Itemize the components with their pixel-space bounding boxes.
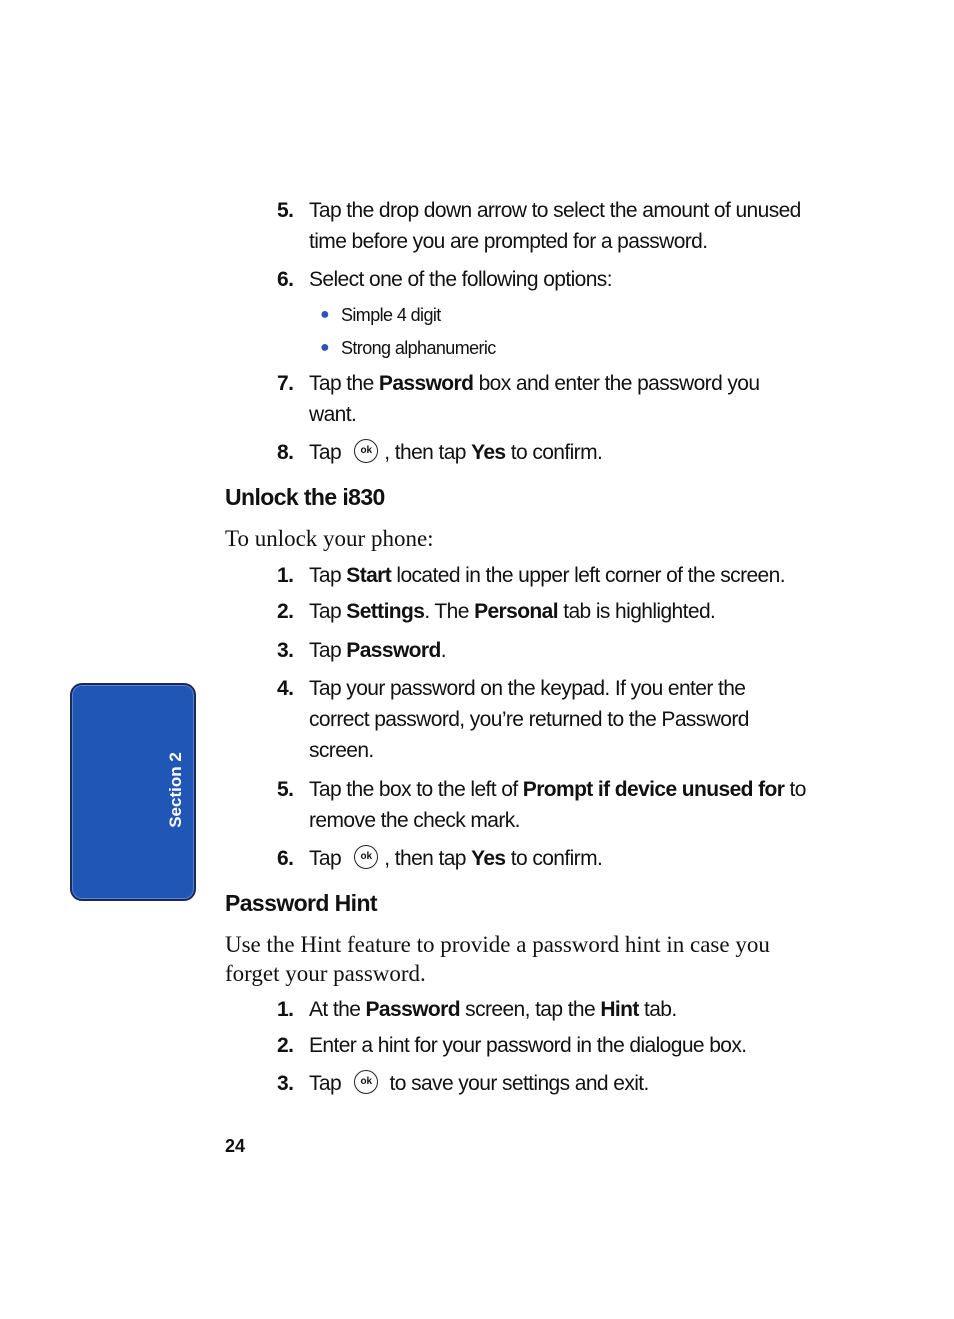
bold-term: Password xyxy=(346,639,441,662)
step-text: Tap the drop down arrow to select the amount of unused time before you are prompted for a password. xyxy=(309,199,801,253)
step-text: At the Password screen, tap the Hint tab. xyxy=(309,998,677,1021)
page-number: 24 xyxy=(225,1136,246,1156)
section-heading-hint: Password Hint xyxy=(225,890,377,916)
step-text: Tap ok , then tap Yes to confirm. xyxy=(309,441,603,464)
step-number: 7. xyxy=(277,372,294,395)
step-number: 4. xyxy=(277,677,294,700)
step-number: 1. xyxy=(277,564,294,587)
bullet-text: Simple 4 digit xyxy=(341,305,441,325)
bold-term: Personal xyxy=(474,600,558,623)
step-text: Enter a hint for your password in the dialogue box. xyxy=(309,1034,747,1057)
section-tab-label: Section 2 xyxy=(166,752,185,828)
bullet-dot-icon: ● xyxy=(320,339,330,356)
step-number: 2. xyxy=(277,1034,294,1057)
step-text: Tap the Password box and enter the password you want. xyxy=(309,372,760,426)
section-intro-unlock: To unlock your phone: xyxy=(225,526,434,551)
bold-term: Password xyxy=(378,372,474,395)
step-text: Select one of the following options: xyxy=(309,268,612,291)
step-number: 1. xyxy=(277,998,294,1021)
step-number: 6. xyxy=(277,847,294,870)
bullet-dot-icon: ● xyxy=(320,306,330,323)
step-text: Tap Password. xyxy=(309,639,446,662)
bold-term: Password xyxy=(365,998,460,1021)
section-intro-hint: Use the Hint feature to provide a password hint in case you forget your password. xyxy=(225,932,770,986)
bold-term: Prompt if device unused for xyxy=(522,778,785,801)
step-text: Tap ok , then tap Yes to confirm. xyxy=(309,847,603,870)
bullet-text: Strong alphanumeric xyxy=(341,338,496,358)
ok-key-icon: ok xyxy=(354,1070,378,1094)
step-text: Tap the box to the left of Prompt if device unused for to remove the check mark. xyxy=(309,778,806,832)
bold-term: Hint xyxy=(600,998,639,1021)
ok-key-icon: ok xyxy=(354,439,378,463)
bold-term: Settings xyxy=(346,600,425,623)
step-text: Tap Start located in the upper left corner of the screen. xyxy=(309,564,785,587)
ok-key-icon: ok xyxy=(354,845,378,869)
step-text: Tap your password on the keypad. If you enter the correct password, you’re returned to the Password screen. xyxy=(309,677,749,762)
step-number: 5. xyxy=(277,778,294,801)
bold-term: Yes xyxy=(471,441,506,464)
step-text: Tap Settings. The Personal tab is highlighted. xyxy=(309,600,716,623)
step-number: 3. xyxy=(277,1072,294,1095)
step-text: Tap ok to save your settings and exit. xyxy=(309,1072,649,1095)
step-number: 5. xyxy=(277,199,294,222)
section-heading-unlock: Unlock the i830 xyxy=(225,484,385,510)
step-number: 6. xyxy=(277,268,294,291)
step-number: 2. xyxy=(277,600,294,623)
bold-term: Yes xyxy=(471,847,506,870)
step-number: 8. xyxy=(277,441,294,464)
step-number: 3. xyxy=(277,639,294,662)
bold-term: Start xyxy=(346,564,392,587)
